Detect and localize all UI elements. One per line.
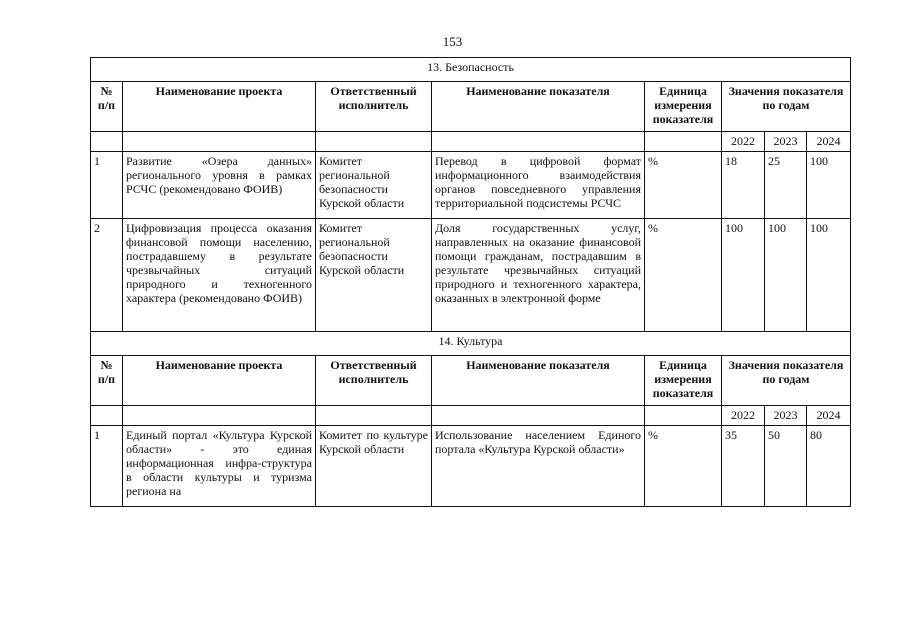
year-2022: 2022 <box>722 132 765 152</box>
table-row <box>91 426 851 507</box>
header-project: Наименование проекта <box>123 356 316 406</box>
table-row <box>91 152 851 219</box>
header-project: Наименование проекта <box>123 82 316 132</box>
section-title: 13. Безопасность <box>91 58 851 82</box>
year-2024: 2024 <box>807 406 851 426</box>
row-num: 1 <box>91 152 123 219</box>
row-value-2022: 100 <box>722 219 765 332</box>
header-executor: Ответственный исполнитель <box>316 356 432 406</box>
page-number: 153 <box>442 34 463 49</box>
row-executor: Комитет региональной безопасности Курской области <box>316 219 432 332</box>
header-unit: Единица измерения показателя <box>645 82 722 132</box>
row-unit: % <box>645 152 722 219</box>
row-value-2022: 18 <box>722 152 765 219</box>
header-num: № п/п <box>91 356 123 406</box>
section-title: 14. Культура <box>91 332 851 356</box>
row-value-2023: 50 <box>765 426 807 507</box>
row-value-2022: 35 <box>722 426 765 507</box>
year-2023: 2023 <box>765 406 807 426</box>
header-num: № п/п <box>91 82 123 132</box>
year-2024: 2024 <box>807 132 851 152</box>
row-value-2024: 80 <box>807 426 851 507</box>
projects-table <box>90 57 851 507</box>
years-row <box>91 132 851 152</box>
row-num: 1 <box>91 426 123 507</box>
table-row <box>91 219 851 332</box>
row-value-2024: 100 <box>807 219 851 332</box>
row-unit: % <box>645 219 722 332</box>
year-2022: 2022 <box>722 406 765 426</box>
row-value-2023: 25 <box>765 152 807 219</box>
row-executor: Комитет региональной безопасности Курской области <box>316 152 432 219</box>
header-row <box>91 356 851 406</box>
row-indicator: Доля государственных услуг, направленных на оказание финансовой помощи гражданам, пострадавшим в результате чрезвычайных ситуаций природного и техногенного характера, оказанных в электронной форме <box>432 219 645 332</box>
row-executor: Комитет по культуре Курской области <box>316 426 432 507</box>
row-value-2024: 100 <box>807 152 851 219</box>
header-values: Значения показателя по годам <box>722 82 851 132</box>
header-values: Значения показателя по годам <box>722 356 851 406</box>
header-row <box>91 82 851 132</box>
row-num: 2 <box>91 219 123 332</box>
header-executor: Ответственный исполнитель <box>316 82 432 132</box>
row-indicator: Перевод в цифровой формат информационного взаимодействия органов повседневного управления территориальной подсистемы РСЧС <box>432 152 645 219</box>
row-value-2023: 100 <box>765 219 807 332</box>
row-unit: % <box>645 426 722 507</box>
row-project: Развитие «Озера данных» регионального уровня в рамках РСЧС (рекомендовано ФОИВ) <box>123 152 316 219</box>
row-project: Цифровизация процесса оказания финансовой помощи населению, пострадавшему в результате чрезвычайных ситуаций природного и техногенного характера (рекомендовано ФОИВ) <box>123 219 316 332</box>
row-indicator: Использование населением Единого портала «Культура Курской области» <box>432 426 645 507</box>
row-project: Единый портал «Культура Курской области» - это единая информационная инфра-структура в области культуры и туризма региона на <box>123 426 316 507</box>
header-indicator: Наименование показателя <box>432 82 645 132</box>
header-unit: Единица измерения показателя <box>645 356 722 406</box>
year-2023: 2023 <box>765 132 807 152</box>
years-row <box>91 406 851 426</box>
header-indicator: Наименование показателя <box>432 356 645 406</box>
